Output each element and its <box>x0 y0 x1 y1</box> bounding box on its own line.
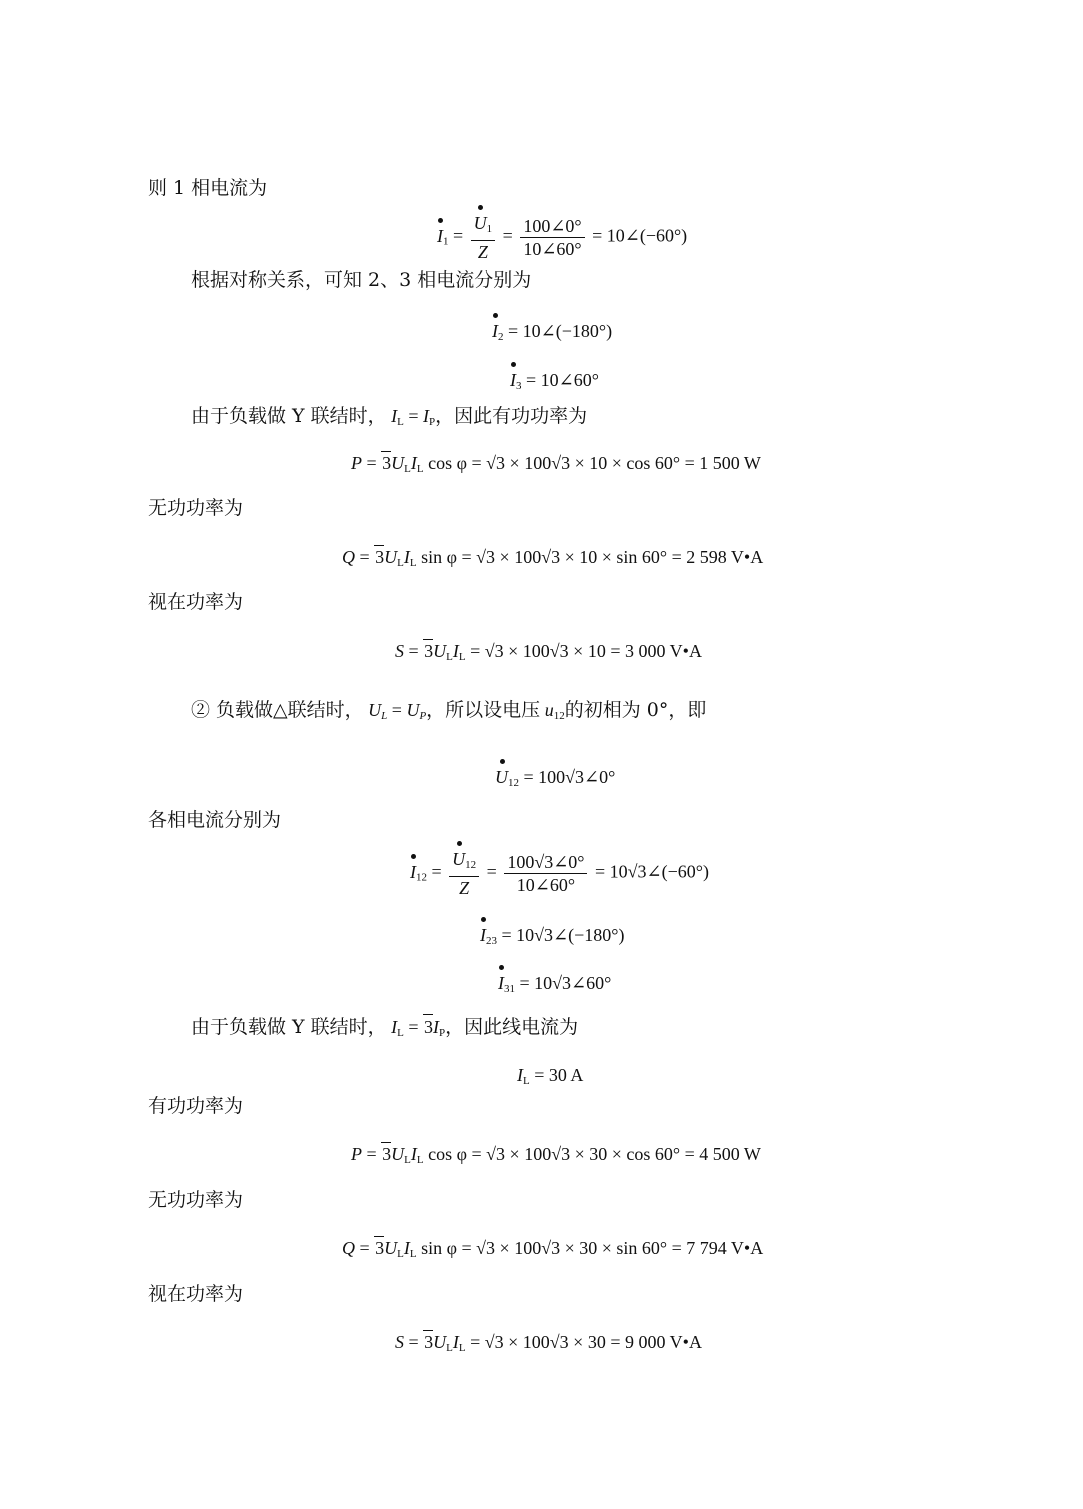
paragraph-delta-connection: ② 负载做△联结时， $U_L = U_P$，所以设电压 $u_{12}$的初相为 0°，即 <box>191 699 707 722</box>
i1-result: = 10∠(−60°) <box>592 225 688 246</box>
equation-active-power-delta: $P = 3U_LI_L$ cos φ = √3 × 100√3 × 30 × cos 60° = 4 500 W <box>351 1144 761 1166</box>
i23-result: = 10√3∠(−180°) <box>501 925 625 945</box>
paragraph-phase1-intro: 则 1 相电流为 <box>148 177 268 199</box>
equation-i1: $I_1$ = $\frac{U_1}{Z}$ = $\frac{100\angle 0^\circ}{10\angle 60^\circ}$ = 10∠(−60°) <box>437 213 688 262</box>
line-current-suffix: ，因此线电流为 <box>445 1016 579 1038</box>
apparent-power-y-tail: = √3 × 100√3 × 10 = 3 000 V•A <box>470 641 702 661</box>
paragraph-symmetry: 根据对称关系，可知 2、3 相电流分别为 <box>191 269 532 291</box>
i3-result: = 10∠60° <box>526 370 599 390</box>
y-connection-prefix: 由于负载做 Y 联结时， <box>191 405 387 427</box>
equation-reactive-power-y: $Q = 3U_LI_L$ sin φ = √3 × 100√3 × 10 × sin 60° = 2 598 V•A <box>342 547 764 569</box>
i1-denominator: 10∠60° <box>523 239 582 259</box>
paragraph-apparent-label-2: 视在功率为 <box>148 1283 244 1305</box>
i31-result: = 10√3∠60° <box>519 973 612 993</box>
active-power-y-tail: cos φ = √3 × 100√3 × 10 × cos 60° = 1 500 W <box>428 453 761 473</box>
paragraph-y-connection: 由于负载做 Y 联结时， $I_L = I_P$，因此有功功率为 <box>191 405 588 428</box>
paragraph-line-current: 由于负载做 Y 联结时， $I_L = 3I_P$，因此线电流为 <box>191 1016 579 1039</box>
paragraph-reactive-label-2: 无功功率为 <box>148 1189 244 1211</box>
y-connection-suffix: ，因此有功功率为 <box>435 405 588 427</box>
equation-i12: $I_{12}$ = $\frac{U_{12}}{Z}$ = $\frac{100√3\angle 0^\circ}{10\angle 60^\circ}$ = 10√3∠(−60°) <box>410 849 709 898</box>
equation-i3: $I_3$ = 10∠60° <box>510 370 599 392</box>
equation-i23: $I_{23}$ = 10√3∠(−180°) <box>480 925 625 947</box>
i2-result: = 10∠(−180°) <box>508 321 613 341</box>
equation-il: $I_L = 30$ A <box>517 1065 584 1087</box>
equation-active-power-y: $P = 3U_LI_L$ cos φ = √3 × 100√3 × 10 × cos 60° = 1 500 W <box>351 453 761 475</box>
paragraph-apparent-label-1: 视在功率为 <box>148 591 244 613</box>
i12-numerator: 100√3∠0° <box>504 851 587 874</box>
paragraph-phase-currents: 各相电流分别为 <box>148 809 282 831</box>
il-result: = 30 A <box>534 1065 584 1085</box>
u12-result: = 100√3∠0° <box>523 767 616 787</box>
delta-prefix: ② 负载做△联结时， <box>191 699 364 721</box>
equation-apparent-power-y: $S = 3U_LI_L = √3 \times 100√3 \times 10 = 3$ 000 V•A <box>395 641 702 663</box>
i12-result: = 10√3∠(−60°) <box>594 861 709 882</box>
equation-u12: $U_{12}$ = 100√3∠0° <box>495 767 616 789</box>
reactive-power-delta-tail: sin φ = √3 × 100√3 × 30 × sin 60° = 7 794 V•A <box>421 1238 764 1258</box>
i12-denominator: 10∠60° <box>516 875 576 895</box>
equation-reactive-power-delta: $Q = 3U_LI_L$ sin φ = √3 × 100√3 × 30 × sin 60° = 7 794 V•A <box>342 1238 764 1260</box>
reactive-power-y-tail: sin φ = √3 × 100√3 × 10 × sin 60° = 2 598 V•A <box>421 547 764 567</box>
paragraph-reactive-label-1: 无功功率为 <box>148 497 244 519</box>
apparent-power-delta-tail: = √3 × 100√3 × 30 = 9 000 V•A <box>470 1332 702 1352</box>
equation-i31: $I_{31}$ = 10√3∠60° <box>498 973 612 995</box>
delta-middle: ，所以设电压 <box>426 699 541 721</box>
i1-numerator: 100∠0° <box>520 215 584 238</box>
delta-suffix: 的初相为 0°，即 <box>564 699 707 721</box>
paragraph-active-label-2: 有功功率为 <box>148 1095 244 1117</box>
equation-apparent-power-delta: $S = 3U_LI_L = √3 \times 100√3 \times 30 = 9$ 000 V•A <box>395 1332 702 1354</box>
active-power-delta-tail: cos φ = √3 × 100√3 × 30 × cos 60° = 4 500 W <box>428 1144 761 1164</box>
line-current-prefix: 由于负载做 Y 联结时， <box>191 1016 387 1038</box>
equation-i2: $I_2$ = 10∠(−180°) <box>492 321 613 343</box>
